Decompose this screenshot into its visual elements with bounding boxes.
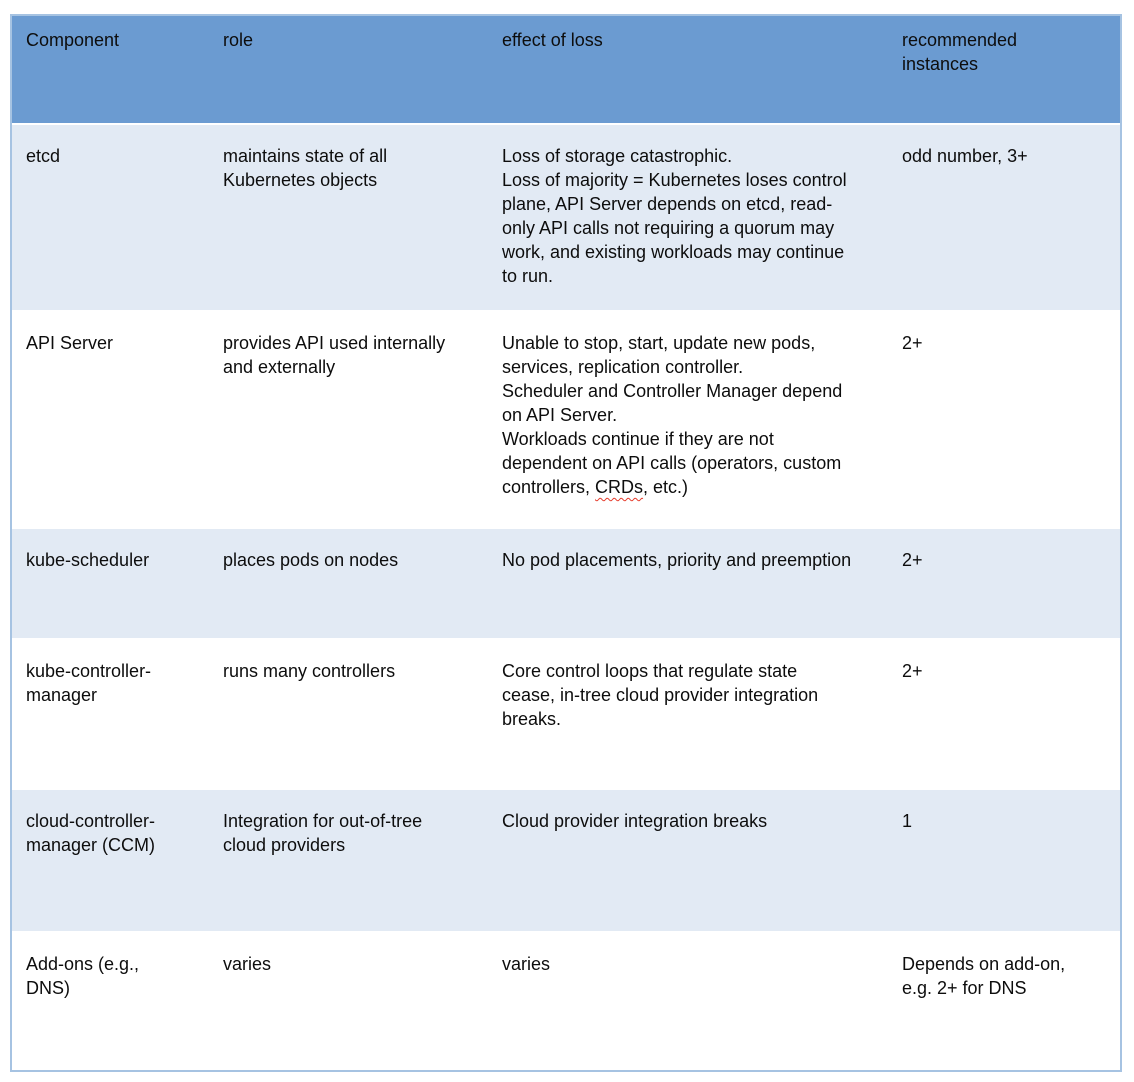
row-kube-scheduler [12,527,1120,638]
row-etcd [12,123,1120,310]
header-row [12,16,1120,123]
instances-cell: 1 [902,811,913,831]
effect-cell [488,933,888,1070]
effect-paragraph: Loss of storage catastrophic. [502,146,733,166]
role-cell: provides API used internally and externally [223,333,446,377]
effect-paragraph: Unable to stop, start, update new pods, services, replication controller. [502,333,816,377]
row-cloud-controller-manager [12,788,1120,931]
component-cell: cloud-controller-manager (CCM) [26,811,156,855]
effect-cell [488,529,888,638]
effect-paragraph: Loss of majority = Kubernetes loses control plane, API Server depends on etcd, read-only API calls not requiring a quorum may work, and existing workloads may continue to run. [502,170,847,286]
effect-paragraph: Cloud provider integration breaks [502,811,768,831]
row-kube-controller-manager [12,638,1120,788]
component-table [10,14,1122,1072]
component-cell: API Server [26,333,114,353]
row-add-ons [12,931,1120,1070]
instances-cell: odd number, 3+ [902,146,1028,166]
component-cell: kube-controller-manager [26,661,152,705]
effect-text: , etc.) [643,477,689,497]
role-cell: Integration for out-of-tree cloud providers [223,811,423,855]
effect-cell [488,312,888,527]
instances-cell: 2+ [902,333,923,353]
header-cell-effect-of-loss: effect of loss [502,30,603,50]
instances-cell: Depends on add-on, e.g. 2+ for DNS [902,954,1066,998]
effect-cell [488,790,888,931]
effect-cell [488,640,888,788]
row-api-server [12,310,1120,527]
effect-paragraph: varies [502,954,551,974]
role-cell: maintains state of all Kubernetes objects [223,146,388,190]
role-cell: places pods on nodes [223,550,399,570]
effect-cell [488,125,888,310]
effect-paragraph: Core control loops that regulate state cease, in-tree cloud provider integration breaks. [502,661,819,729]
spellcheck-underlined-word: CRDs [595,477,644,497]
effect-text: Workloads continue if they are not dependent on API calls (operators, custom controllers, [502,429,842,497]
role-cell: runs many controllers [223,661,396,681]
effect-paragraph: No pod placements, priority and preemption [502,550,852,570]
header-cell-recommended-instances: recommended instances [902,30,1018,74]
component-cell: etcd [26,146,61,166]
component-cell: kube-scheduler [26,550,150,570]
instances-cell: 2+ [902,661,923,681]
role-cell: varies [223,954,272,974]
instances-cell: 2+ [902,550,923,570]
component-cell: Add-ons (e.g., DNS) [26,954,140,998]
effect-paragraph: Scheduler and Controller Manager depend on API Server. [502,381,843,425]
header-cell-component: Component [26,30,120,50]
effect-paragraph [502,427,854,499]
header-cell-role: role [223,30,254,50]
